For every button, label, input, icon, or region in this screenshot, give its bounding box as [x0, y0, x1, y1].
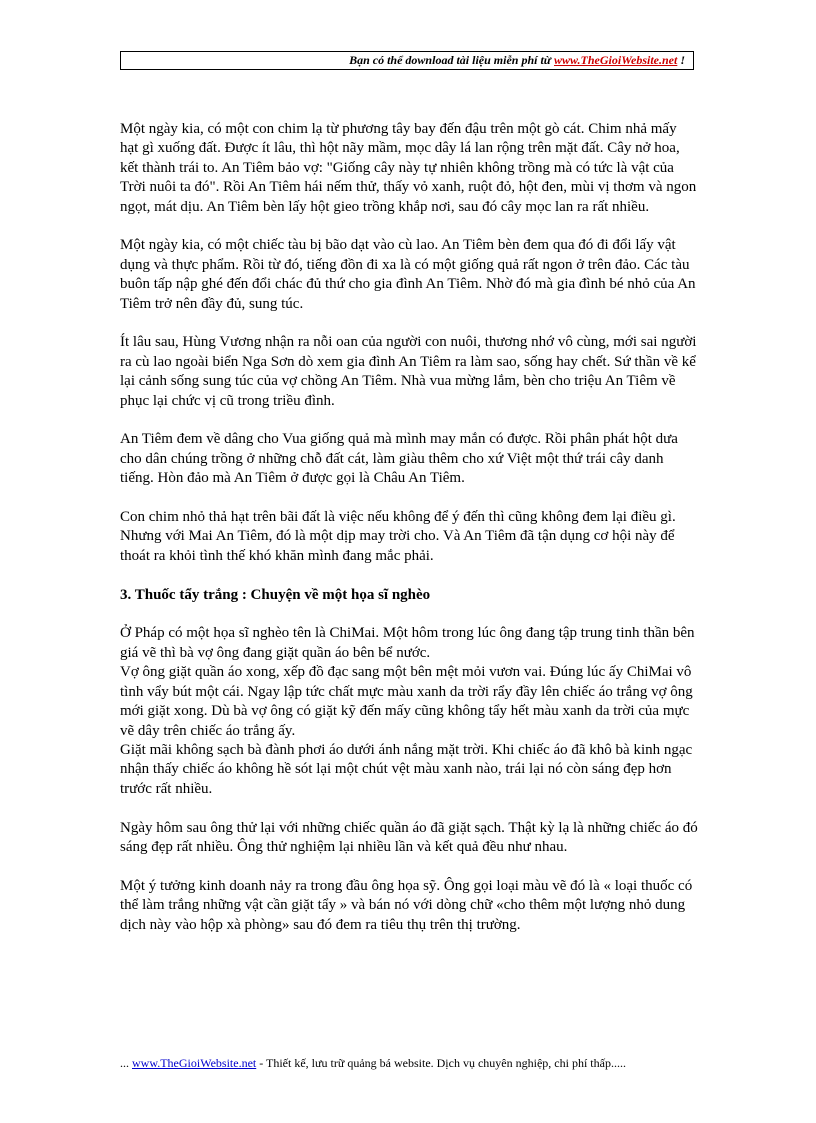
paragraph-hung-vuong: Ít lâu sau, Hùng Vương nhận ra nỗi oan của người con nuôi, thương nhớ vô cùng, mới sai người ra cù lao ngoài biển Nga Sơn dò xem gia đình An Tiêm ra làm sao, sống hay chết. Sứ thần về kể lại cảnh sống sung túc của vợ chồng An Tiêm. Nhà vua mừng lắm, bèn cho triệu An Tiêm về phục lại chức vị cũ trong triều đình. — [120, 334, 697, 409]
paragraph-tau-bi-bao: Một ngày kia, có một chiếc tàu bị bão dạt vào cù lao. An Tiêm bèn đem qua đó đi đổi lấy vật dụng và thực phẩm. Rồi từ đó, tiếng đồn đi xa là có một giống quả rất ngon ở trên đảo. Các tàu buôn tấp nập ghé đến đổi chác đủ thứ cho gia đình An Tiêm. Nhờ đó mà gia đình bé nhỏ của An Tiêm trở nên đầy đủ, sung túc. — [120, 237, 696, 312]
paragraph-dang-vua: An Tiêm đem về dâng cho Vua giống quả mà mình may mắn có được. Rồi phân phát hột dưa cho dân chúng trồng ở những chỗ đất cát, làm giàu thêm cho xứ Việt một thứ trái cây danh tiếng. Hòn đảo mà An Tiêm ở được gọi là Châu An Tiêm. — [120, 431, 678, 487]
header-text: Bạn có thể download tài liệu miễn phí từ — [349, 53, 554, 67]
section-heading: 3. Thuốc tẩy trắng : Chuyện về một họa sĩ nghèo — [120, 586, 431, 603]
footer-website-link[interactable]: www.TheGioiWebsite.net — [132, 1056, 257, 1070]
paragraph-vo-giat-ao: Vợ ông giặt quần áo xong, xếp đồ đạc sang một bên mệt mỏi vươn vai. Đúng lúc ấy ChiMai vô tình vẩy bút một cái. Ngay lập tức chất mực màu xanh da trời rẩy đầy lên chiếc áo trắng vợ ông mới giặt xong. Dù bà vợ ông có giặt kỹ đến mấy cũng không tẩy hết màu xanh da trời của mực vẽ dây trên chiếc áo trắng ấy. — [120, 664, 693, 739]
paragraph-thu-lai: Ngày hôm sau ông thử lại với những chiếc quần áo đã giặt sạch. Thật kỳ lạ là những chiếc áo đó sáng đẹp rất nhiều. Ông thử nghiệm lại nhiều lần và kết quả đều như nhau. — [120, 819, 698, 855]
paragraph-chim-la: Một ngày kia, có một con chim lạ từ phương tây bay đến đậu trên một gò cát. Chim nhả mấy hạt gì xuống đất. Được ít lâu, thì hột nãy mầm, mọc dây lá lan rộng trên mặt đất. Cây nở hoa, kết thành trái to. An Tiêm bảo vợ: "Giống cây này tự nhiên không trồng mà có tức là vật của Trời nuôi ta đó". Rồi An Tiêm hái nếm thử, thấy vỏ xanh, ruột đỏ, hột đen, mùi vị thơm và ngon ngọt, mát dịu. An Tiêm bèn lấy hột gieo trồng khắp nơi, sau đó cây mọc lan ra rất nhiều. — [120, 121, 697, 215]
document-body — [120, 120, 698, 954]
paragraph-hoa-si-chimai: Ở Pháp có một họa sĩ nghèo tên là ChiMai. Một hôm trong lúc ông đang tập trung tinh thần bên giá vẽ thì bà vợ ông đang giặt quần áo bên bể nước. — [120, 625, 695, 661]
footer-text: - Thiết kế, lưu trữ quảng bá website. Dịch vụ chuyên nghiệp, chi phí thấp..... — [256, 1056, 626, 1070]
paragraph-con-chim-nho: Con chim nhỏ thả hạt trên bãi đất là việc nếu không để ý đến thì cũng không đem lại điều gì. Nhưng với Mai An Tiêm, đó là một dịp may trời cho. Và An Tiêm đã tận dụng cơ hội này để thoát ra khỏi tình thế khó khăn mình đang mắc phải. — [120, 509, 676, 564]
header-website-link[interactable]: www.TheGioiWebsite.net — [553, 53, 678, 67]
page-footer — [120, 1055, 720, 1071]
footer-ellipsis: ... — [120, 1056, 132, 1070]
page-header — [120, 51, 694, 70]
paragraph-phoi-ao: Giặt mãi không sạch bà đành phơi áo dưới ánh nắng mặt trời. Khi chiếc áo đã khô bà kinh ngạc nhận thấy chiếc áo không hề sót lại một chút vệt màu xanh nào, trái lại nó còn sáng đẹp hơn trước rất nhiều. — [120, 741, 693, 797]
header-exclamation: ! — [677, 53, 685, 67]
paragraph-y-tuong-kinh-doanh: Một ý tưởng kinh doanh nảy ra trong đầu ông họa sỹ. Ông gọi loại màu vẽ đó là « loại thuốc có thể làm trắng những vật cần giặt tẩy » và bán nó với dòng chữ «cho thêm một lượng nhỏ dung dịch này vào hộp xà phòng» sau đó đem ra tiêu thụ trên thị trường. — [120, 877, 693, 933]
